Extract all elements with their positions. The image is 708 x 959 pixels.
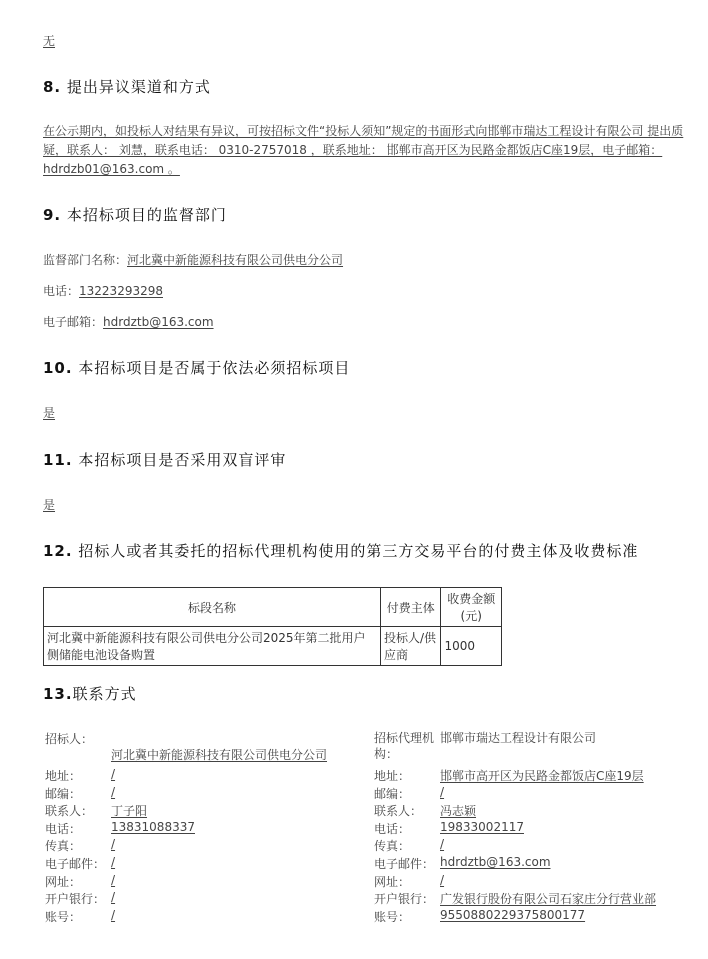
section-10-value: 是 [43,406,56,420]
contact-label: 地址： [374,769,411,783]
contact-label: 网址： [45,874,82,889]
supervisor-email-value[interactable]: hdrdztb@163.com [103,315,214,329]
contact-row [45,746,345,767]
contact-label: 开户银行： [374,892,435,907]
section-12-heading [43,540,638,561]
supervisor-dept-label: 监督部门名称： [43,253,128,267]
contact-label: 联系人： [374,804,423,819]
contact-row [45,837,345,855]
contact-row [45,908,345,926]
contact-row [374,802,694,820]
contact-value: / [440,837,445,852]
contact-value[interactable]: hdrdztb@163.com [440,854,551,869]
contact-row [374,873,694,891]
tenderer-name: 河北冀中新能源科技有限公司供电分公司 [111,748,328,762]
contact-value: / [111,767,116,781]
contact-label: 联系人： [45,804,94,819]
contact-row [374,908,694,926]
contact-row [45,890,345,908]
supervisor-dept-value: 河北冀中新能源科技有限公司供电分公司 [127,253,344,267]
contact-label: 账号： [45,909,82,924]
contact-row [45,730,345,746]
contact-value: 广发银行股份有限公司石家庄分行营业部 [440,892,657,907]
section-12-number: 12. [43,542,73,560]
contact-label: 邮编： [45,786,82,801]
section-13-number: 13. [43,685,73,703]
supervisor-dept-line [43,251,343,268]
contact-row [374,855,694,873]
section-11-heading [43,449,286,470]
supervisor-email-line [43,313,214,330]
fee-table-cell: 1000 [441,627,502,666]
contact-label: 电话： [45,821,82,836]
contact-label: 开户银行： [45,892,106,907]
contact-row [45,785,345,803]
section-8-heading [43,76,211,97]
tenderer-label: 招标人： [45,732,94,746]
contact-row [45,820,345,838]
fee-table-row [44,627,502,666]
fee-table-header: 收费金额(元) [441,588,502,627]
contact-row [374,890,694,908]
contact-value: / [111,890,116,905]
contact-row [45,873,345,891]
supervisor-phone-value: 13223293298 [79,284,163,298]
contact-value: 9550880229375800177 [440,907,586,922]
supervisor-email-label: 电子邮箱： [43,315,104,329]
contact-row [45,802,345,820]
contact-row [45,767,345,785]
section-12-title: 招标人或者其委托的招标代理机构使用的第三方交易平台的付费主体及收费标准 [78,542,639,560]
contact-label: 账号： [374,909,411,924]
contact-row [374,837,694,855]
previous-section-value: 无 [43,34,56,48]
contact-value: 19833002117 [440,819,524,834]
section-11-value: 是 [43,498,56,512]
contact-row [374,767,694,785]
contact-label: 传真： [374,839,411,854]
contact-value: 丁子阳 [111,804,148,819]
agency-contact-block [374,730,694,925]
objection-channel-text: 在公示期内，如投标人对结果有异议，可按招标文件“投标人须知”规定的书面形式向邯郸市瑞达工程设计有限公司 提出质疑，联系人： 刘慧，联系电话： 0310-2757018 ，联系地址： 邯郸市高开区为民路金都饭店C座19层，电子邮箱： hdrdzb01@163.com 。 [43,124,684,176]
fee-table-cell: 河北冀中新能源科技有限公司供电分公司2025年第二批用户侧储能电池设备购置 [44,627,381,666]
contact-value: 邯郸市高开区为民路金都饭店C座19层 [440,769,644,783]
contact-row [374,730,694,767]
contact-value: / [111,907,116,922]
contact-value: / [111,872,116,887]
fee-table-header: 标段名称 [44,588,381,627]
section-13-heading [43,683,137,704]
contact-label: 地址： [45,769,82,783]
fee-table-header: 付费主体 [380,588,441,627]
fee-table-header-row [44,588,502,627]
contact-value: / [111,784,116,799]
contact-label: 电子邮件： [45,856,106,871]
contact-row [45,855,345,873]
contact-row [374,820,694,838]
agency-label: 招标代理机构： [374,731,435,761]
section-13-title: 联系方式 [72,685,137,703]
contact-label: 传真： [45,839,82,854]
contact-value: / [111,854,116,869]
contact-value: / [440,872,445,887]
section-10-number: 10. [43,359,73,377]
section-8-number: 8. [43,78,62,96]
section-11-title: 本招标项目是否采用双盲评审 [78,451,287,469]
agency-name: 邯郸市瑞达工程设计有限公司 [440,731,597,745]
fee-table-cell: 投标人/供应商 [380,627,441,666]
tenderer-contact-block [45,730,345,925]
contact-value: / [440,784,445,799]
contact-label: 邮编： [374,786,411,801]
contact-label: 电子邮件： [374,856,435,871]
fee-table [43,587,502,666]
contact-value: 冯志颖 [440,804,477,819]
contact-label: 网址： [374,874,411,889]
contact-row [374,785,694,803]
contact-value: / [111,837,116,852]
supervisor-phone-label: 电话： [43,284,80,298]
section-9-heading [43,204,227,225]
contact-value: 13831088337 [111,819,195,834]
supervisor-phone-line [43,282,163,299]
contact-label: 电话： [374,821,411,836]
section-9-title: 本招标项目的监督部门 [66,206,227,224]
section-10-title: 本招标项目是否属于依法必须招标项目 [78,359,351,377]
section-8-title: 提出异议渠道和方式 [66,78,211,96]
section-10-heading [43,357,350,378]
section-9-number: 9. [43,206,62,224]
section-11-number: 11. [43,451,73,469]
